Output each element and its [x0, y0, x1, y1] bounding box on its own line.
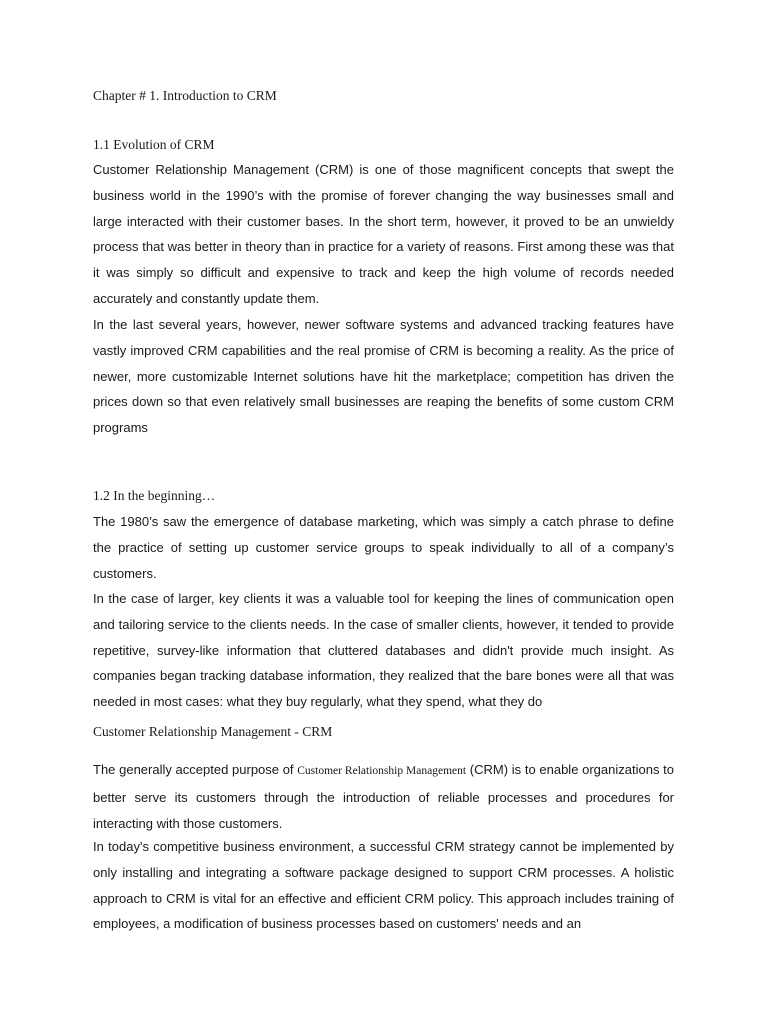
section-heading-beginning: 1.2 In the beginning…: [93, 488, 216, 503]
section-heading-crm: Customer Relationship Management - CRM: [93, 724, 333, 739]
paragraph-crm-strategy: In today's competitive business environment, a successful CRM strategy cannot be implemented by only installing and integrating a software package designed to support CRM processes. A holistic approach to CRM is vital for an effective and efficient CRM policy. This approach includes training of employees, a modification of business processes based on customers' needs and an: [93, 839, 674, 932]
chapter-title: Chapter # 1. Introduction to CRM: [93, 88, 277, 103]
paragraph-beginning-1: The 1980’s saw the emergence of database marketing, which was simply a catch phrase to define the practice of setting up customer service groups to speak individually to all of a company’s customers.: [93, 514, 674, 581]
paragraph-evolution-1: Customer Relationship Management (CRM) is one of those magnificent concepts that swept the business world in the 1990’s with the promise of forever changing the way businesses small and large interacted with their customer bases. In the short term, however, it proved to be an unwieldy process that was better in theory than in practice for a variety of reasons. First among these was that it was simply so difficult and expensive to track and keep the high volume of records needed accurately and constantly update them.: [93, 162, 674, 306]
paragraph-crm-purpose-end: (CRM) is to enable organizations to better serve its customers through the introduction of reliable processes and procedures for interacting with those customers.: [93, 762, 674, 831]
paragraph-beginning-2: In the case of larger, key clients it was a valuable tool for keeping the lines of communication open and tailoring service to the clients needs. In the case of smaller clients, however, it tended to provide repetitive, survey-like information that cluttered databases and didn't provide much insight. As companies began tracking database information, they realized that the bare bones were all that was needed in most cases: what they buy regularly, what they spend, what they do: [93, 591, 674, 710]
paragraph-evolution-2: In the last several years, however, newer software systems and advanced tracking features have vastly improved CRM capabilities and the real promise of CRM is becoming a reality. As the price of newer, more customizable Internet solutions have hit the marketplace; competition has driven the prices down so that even relatively small businesses are reaping the benefits of some custom CRM programs: [93, 317, 674, 436]
paragraph-crm-purpose: [93, 757, 674, 836]
paragraph-crm-purpose-start: The generally accepted purpose of: [93, 762, 298, 777]
section-heading-evolution: 1.1 Evolution of CRM: [93, 137, 215, 152]
paragraph-crm-purpose-term: Customer Relationship Management: [297, 765, 467, 777]
